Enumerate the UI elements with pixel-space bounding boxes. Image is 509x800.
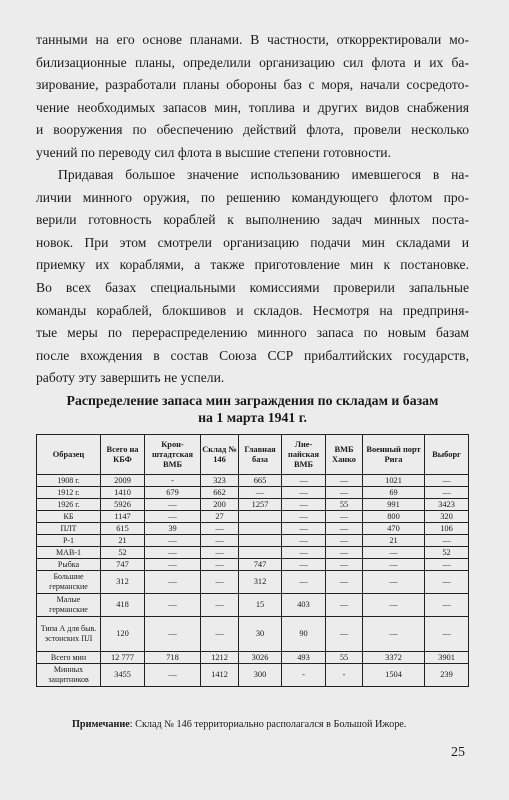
table-row — [37, 652, 469, 664]
column-header: Образец — [37, 435, 101, 475]
table-cell: — — [145, 664, 201, 687]
row-label-cell: Минных защитников — [37, 664, 101, 687]
table-cell: 1412 — [201, 664, 239, 687]
table-cell — [239, 511, 282, 523]
table-cell: 15 — [239, 594, 282, 617]
table-row — [37, 571, 469, 594]
row-label-cell: КБ — [37, 511, 101, 523]
text-line: зирование, разработали планы обороны баз с моря, начали сосредото- — [36, 77, 469, 93]
table-cell: — — [326, 487, 363, 499]
paragraph-1 — [36, 29, 469, 165]
table-cell: — — [363, 617, 425, 652]
table-cell: — — [326, 547, 363, 559]
table-cell: 665 — [239, 475, 282, 487]
table-cell: — — [201, 559, 239, 571]
table-row — [37, 559, 469, 571]
table-cell: — — [326, 535, 363, 547]
row-label-cell: ПЛТ — [37, 523, 101, 535]
table-cell: — — [145, 559, 201, 571]
row-label-cell: Типа А для быв. эстонских ПЛ — [37, 617, 101, 652]
table-cell: 1021 — [363, 475, 425, 487]
table-cell: 1147 — [101, 511, 145, 523]
table-cell: — — [425, 487, 469, 499]
column-header: Склад № 146 — [201, 435, 239, 475]
text-line: билизационные планы, определили организацию сил флота и их ба- — [36, 54, 469, 70]
page-number: 25 — [451, 745, 465, 760]
text-line: новок. При этом смотрели организацию подачи мин складами и — [36, 234, 469, 250]
table-cell: — — [201, 617, 239, 652]
table-cell: 300 — [239, 664, 282, 687]
table-cell: 991 — [363, 499, 425, 511]
table-row — [37, 547, 469, 559]
table-row — [37, 617, 469, 652]
table-cell: — — [425, 617, 469, 652]
table-cell: — — [363, 571, 425, 594]
text-line: тые меры по перераспределению минного запаса по новым базам — [36, 325, 469, 341]
table-cell: — — [201, 571, 239, 594]
table-cell: 55 — [326, 652, 363, 664]
table-cell: 323 — [201, 475, 239, 487]
table-cell: 200 — [201, 499, 239, 511]
table-cell: 470 — [363, 523, 425, 535]
table-cell: 39 — [145, 523, 201, 535]
table-cell: 21 — [101, 535, 145, 547]
paragraph-2 — [36, 164, 469, 390]
text-line: Придавая большое значение использованию имевшегося в на- — [58, 167, 469, 182]
table-cell: — — [425, 559, 469, 571]
table-cell: — — [145, 617, 201, 652]
table-cell — [239, 535, 282, 547]
table-cell: — — [282, 523, 326, 535]
text-line: личии минного оружия, по решению командующего флотом про- — [36, 189, 469, 205]
table-cell: 55 — [326, 499, 363, 511]
table-cell: — — [145, 535, 201, 547]
table-cell: — — [363, 559, 425, 571]
table-cell: — — [239, 487, 282, 499]
table-cell: — — [425, 571, 469, 594]
table-cell — [239, 547, 282, 559]
table-cell: — — [201, 523, 239, 535]
table-row — [37, 487, 469, 499]
table-cell: 90 — [282, 617, 326, 652]
table-cell: — — [282, 511, 326, 523]
column-header: Военный порт Рига — [363, 435, 425, 475]
row-label-cell: Р-1 — [37, 535, 101, 547]
table-cell: 106 — [425, 523, 469, 535]
table-cell: 3372 — [363, 652, 425, 664]
table-cell: 718 — [145, 652, 201, 664]
table-cell: 69 — [363, 487, 425, 499]
table-cell: 120 — [101, 617, 145, 652]
table-cell: 3455 — [101, 664, 145, 687]
table-cell: — — [326, 511, 363, 523]
text-line: танными на его основе планами. В частности, откорректировали мо- — [36, 32, 469, 47]
row-label-cell: Всего мин — [37, 652, 101, 664]
column-header: Лие-пайская ВМБ — [282, 435, 326, 475]
column-header: Главная база — [239, 435, 282, 475]
column-header: Выборг — [425, 435, 469, 475]
table-title-line-2: на 1 марта 1941 г. — [198, 410, 307, 425]
table-cell: — — [425, 535, 469, 547]
column-header: ВМБ Ханко — [326, 435, 363, 475]
table-cell: — — [145, 499, 201, 511]
table-cell: 320 — [425, 511, 469, 523]
table-row — [37, 535, 469, 547]
table-cell: — — [326, 523, 363, 535]
table-cell: — — [145, 594, 201, 617]
table-cell: — — [145, 511, 201, 523]
table-cell: 662 — [201, 487, 239, 499]
row-label-cell: Рыбка — [37, 559, 101, 571]
row-label-cell: Большие германские — [37, 571, 101, 594]
table-cell: — — [326, 559, 363, 571]
table-cell: 3901 — [425, 652, 469, 664]
table-cell: — — [145, 571, 201, 594]
column-header: Крон-штадтская ВМБ — [145, 435, 201, 475]
table-cell: - — [282, 664, 326, 687]
row-label-cell: Малые германские — [37, 594, 101, 617]
table-cell: 12 777 — [101, 652, 145, 664]
table-cell: — — [201, 547, 239, 559]
table-cell: — — [282, 571, 326, 594]
text-line: и вооружения по обеспечению действий флота, провели несколько — [36, 122, 469, 138]
table-cell: — — [326, 617, 363, 652]
table-cell: 5926 — [101, 499, 145, 511]
table-body — [37, 475, 469, 687]
table-cell: 493 — [282, 652, 326, 664]
text-line: приемку их кораблями, а также приготовление мин к постановке. — [36, 257, 469, 273]
table-note — [72, 718, 406, 731]
text-line: Во всех базах специальными комиссиями проверили запальные — [36, 279, 469, 295]
text-line: команды кораблей, блокшивов и складов. Несмотря на предприня- — [36, 302, 469, 318]
table-cell: 747 — [101, 559, 145, 571]
table-cell: 312 — [239, 571, 282, 594]
table-cell: 1410 — [101, 487, 145, 499]
table-cell: — — [425, 475, 469, 487]
table-cell: 52 — [425, 547, 469, 559]
table-cell: 1212 — [201, 652, 239, 664]
column-header: Всего на КБФ — [101, 435, 145, 475]
table-cell: 1257 — [239, 499, 282, 511]
table-cell: — — [282, 475, 326, 487]
table-cell: — — [201, 594, 239, 617]
table-cell: 312 — [101, 571, 145, 594]
table-cell: — — [363, 547, 425, 559]
table-cell: — — [282, 547, 326, 559]
table-cell: 1504 — [363, 664, 425, 687]
row-label-cell: 1926 г. — [37, 499, 101, 511]
table-cell: 403 — [282, 594, 326, 617]
table-cell: 615 — [101, 523, 145, 535]
row-label-cell: 1912 г. — [37, 487, 101, 499]
table-cell: 418 — [101, 594, 145, 617]
table-row — [37, 523, 469, 535]
text-line: работу эту завершить не успели. — [36, 370, 225, 386]
text-line: учений по переводу сил флота в высшие степени готовности. — [36, 144, 391, 160]
table-cell: 21 — [363, 535, 425, 547]
note-label: Примечание — [72, 719, 130, 730]
mine-distribution-table — [36, 434, 469, 687]
text-line: верили готовность кораблей к выполнению задач минных поста- — [36, 212, 469, 228]
table-cell: — — [145, 547, 201, 559]
table-row — [37, 475, 469, 487]
table-row — [37, 664, 469, 687]
table-cell: — — [282, 499, 326, 511]
table-cell: — — [326, 475, 363, 487]
table-cell: 52 — [101, 547, 145, 559]
table-cell: 747 — [239, 559, 282, 571]
table-title-line-1: Распределение запаса мин заграждения по складам и базам — [66, 393, 439, 408]
table-cell: 3026 — [239, 652, 282, 664]
table-title — [36, 392, 469, 426]
table-header-row — [37, 435, 469, 475]
text-line: после вхождения в состав Союза ССР прибалтийских государств, — [36, 347, 469, 363]
table-row — [37, 499, 469, 511]
table-cell: 2009 — [101, 475, 145, 487]
table-cell — [239, 523, 282, 535]
table-cell: — — [363, 594, 425, 617]
table-cell: — — [282, 559, 326, 571]
table-cell: 239 — [425, 664, 469, 687]
table-cell: - — [145, 475, 201, 487]
table-cell: — — [282, 487, 326, 499]
note-text: : Склад № 146 территориально располагался в Большой Ижоре. — [129, 719, 407, 730]
row-label-cell: МАВ-1 — [37, 547, 101, 559]
table-cell: 3423 — [425, 499, 469, 511]
table-cell: — — [326, 594, 363, 617]
table-cell: 27 — [201, 511, 239, 523]
table-cell: - — [326, 664, 363, 687]
table-cell: 30 — [239, 617, 282, 652]
table-cell: — — [425, 594, 469, 617]
table-cell: — — [282, 535, 326, 547]
table-cell: 800 — [363, 511, 425, 523]
table-cell: — — [326, 571, 363, 594]
table-cell: 679 — [145, 487, 201, 499]
table-cell: — — [201, 535, 239, 547]
row-label-cell: 1908 г. — [37, 475, 101, 487]
table-row — [37, 594, 469, 617]
text-line: чение необходимых запасов мин, топлива и других видов снабжения — [36, 99, 469, 115]
table-row — [37, 511, 469, 523]
